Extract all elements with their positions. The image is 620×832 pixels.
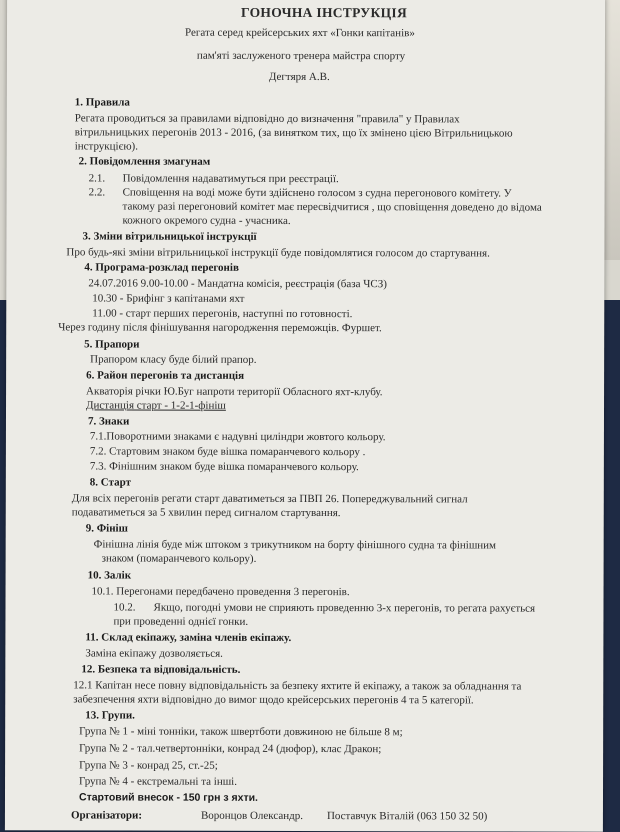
section-10-heading: 10. Залік bbox=[87, 569, 132, 582]
section-10-line: Якщо, погодні умови не сприяють проведенню 3-х перегонів, то регата рахується bbox=[153, 601, 536, 615]
section-10-line: при проведенні однієї гонки. bbox=[113, 615, 249, 628]
page-title: ГОНОЧНА ІНСТРУКЦІЯ bbox=[241, 4, 408, 21]
section-7-heading: 7. Знаки bbox=[87, 415, 130, 428]
section-7-line: 7.2. Стартовим знаком буде вішка помаранчевого кольору . bbox=[89, 445, 366, 459]
organizer-name: Воронцов Олександр. bbox=[200, 809, 304, 822]
section-6-line: Акваторія річки Ю.Буг напроти території Обласного яхт-клубу. bbox=[86, 385, 383, 399]
section-4-heading: 4. Програма-розклад перегонів bbox=[84, 261, 239, 274]
entry-fee: Стартовий внесок - 150 грн з яхти. bbox=[78, 791, 258, 804]
section-9-line: знаком (помаранчевого кольору). bbox=[101, 552, 257, 565]
section-2-item-text: Повідомлення надаватимуться при реєстрації. bbox=[122, 172, 339, 186]
section-1-line: інструкцією). bbox=[74, 140, 138, 153]
section-3-line: Про будь-які зміни вітрильницької інструкції буде повідомлятися голосом до стартування. bbox=[66, 246, 490, 260]
section-11-heading: 11. Склад екіпажу, заміна членів екіпажу. bbox=[85, 631, 292, 644]
section-13-heading: 13. Групи. bbox=[85, 709, 135, 722]
section-1-line: Регата проводиться за правилами відповідно до визначення "правила" у Правилах bbox=[74, 112, 460, 126]
document-sheet bbox=[5, 0, 605, 832]
schedule-line: Через годину після фінішування нагородження переможців. Фуршет. bbox=[58, 321, 382, 335]
organizer-name: Поставчук Віталій (063 150 32 50) bbox=[326, 810, 488, 823]
section-10-item-number: 10.2. bbox=[113, 601, 136, 614]
section-7-line: 7.3. Фінішним знаком буде вішка помаранчевого кольору. bbox=[89, 460, 359, 474]
section-12-line: 12.1 Капітан несе повну відповідальність за безпеку яхтите й екіпажу, а також за обладнання та bbox=[73, 679, 522, 693]
section-8-line: подаватиметься за 5 хвилин перед сигналом стартування. bbox=[71, 506, 341, 520]
schedule-line: 24.07.2016 9.00-10.00 - Мандатна комісія, реєстрація (база ЧСЗ) bbox=[88, 277, 387, 291]
section-5-line: Прапором класу буде білий прапор. bbox=[90, 353, 257, 366]
section-11-line: Заміна екіпажу дозволяється. bbox=[85, 647, 223, 660]
section-2-item-text: Сповіщення на воді може бути здійснено голосом з судна перегонового комітету. У bbox=[122, 186, 512, 200]
schedule-line: 11.00 - старт перших перегонів, наступні по готовності. bbox=[92, 307, 353, 321]
section-2-item-number: 2.2. bbox=[88, 186, 106, 199]
memorial-line: пам'яті заслуженого тренера майстра спорту bbox=[196, 49, 406, 63]
section-8-heading: 8. Старт bbox=[89, 476, 132, 489]
subtitle: Регата серед крейсерських яхт «Гонки капітанів» bbox=[184, 26, 415, 40]
section-2-item-number: 2.1. bbox=[88, 172, 106, 185]
section-2-heading: 2. Повідомлення змагунам bbox=[78, 155, 211, 168]
section-8-line: Для всіх перегонів регати старт даватиметься за ПВП 26. Попереджувальний сигнал bbox=[71, 492, 468, 506]
section-12-line: забезпечення яхти відповідно до вимог щодо крейсерських перегонів 4 та 5 категорії. bbox=[73, 693, 474, 707]
section-9-heading: 9. Фініш bbox=[85, 522, 128, 535]
section-3-heading: 3. Зміни вітрильницької інструкції bbox=[82, 230, 257, 243]
section-1-heading: 1. Правила bbox=[74, 96, 130, 109]
section-2-item-text: такому разі перегоновий комітет має пересвідчитися , що сповіщення доведено до відома bbox=[122, 200, 542, 214]
section-9-line: Фінішна лінія буде між штоком з трикутником на борту фінішного судна та фінішним bbox=[93, 538, 497, 552]
section-5-heading: 5. Прапори bbox=[84, 338, 140, 351]
group-item: Група № 2 - тал.четвертонніки, конрад 24 (дюфор), клас Дракон; bbox=[79, 742, 382, 756]
organizers-label: Організатори: bbox=[70, 809, 143, 822]
group-item: Група № 3 - конрад 25, ст.-25; bbox=[79, 759, 218, 772]
section-2-item-text: кожного окремого судна - учасника. bbox=[122, 214, 291, 227]
memorial-name: Дегтяря А.В. bbox=[268, 70, 330, 84]
section-10-line: 10.1. Перегонами передбачено проведення 3 перегонів. bbox=[91, 585, 350, 599]
section-6-line: Дистанція старт - 1-2-1-фініш bbox=[86, 399, 226, 412]
section-6-heading: 6. Район перегонів та дистанція bbox=[86, 369, 245, 382]
section-7-line: 7.1.Поворотними знаками є надувні циліндри жовтого кольору. bbox=[89, 430, 386, 444]
section-1-line: вітрильницьких перегонів 2013 - 2016, (за винятком тих, що їх змінено цією Вітрильницькою bbox=[74, 126, 513, 140]
schedule-line: 10.30 - Брифінг з капітанами яхт bbox=[92, 292, 245, 305]
group-item: Група № 4 - екстремальні та інші. bbox=[79, 775, 238, 788]
section-12-heading: 12. Безпека та відповідальність. bbox=[81, 663, 241, 676]
group-item: Група № 1 - міні тонніки, також швертботи довжиною не більше 8 м; bbox=[79, 725, 403, 739]
